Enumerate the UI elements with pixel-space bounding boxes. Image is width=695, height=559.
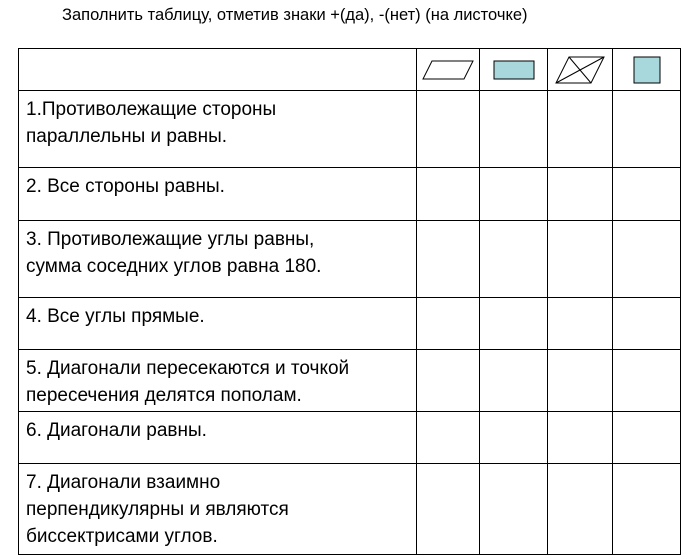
parallelogram-icon [422, 60, 474, 80]
answer-cell-rhombus[interactable] [548, 91, 613, 168]
property-cell [19, 221, 417, 298]
answer-cell-parallelogram[interactable] [417, 221, 480, 298]
answer-cell-square[interactable] [613, 168, 681, 221]
answer-cell-square[interactable] [613, 221, 681, 298]
table-row [19, 412, 681, 464]
answer-cell-parallelogram[interactable] [417, 350, 480, 412]
header-empty-cell [19, 49, 417, 91]
answer-cell-rectangle[interactable] [480, 221, 548, 298]
property-cell [19, 168, 417, 221]
property-text: 7. Диагонали взаимно перпендикулярны и являются биссектрисами углов. [26, 472, 289, 547]
header-square-cell [613, 49, 681, 91]
header-rhombus-cell [548, 49, 613, 91]
answer-cell-rhombus[interactable] [548, 412, 613, 464]
property-cell [19, 350, 417, 412]
answer-cell-parallelogram[interactable] [417, 168, 480, 221]
answer-cell-rectangle[interactable] [480, 91, 548, 168]
rectangle-icon [493, 60, 535, 80]
property-text: 1.Противолежащие стороны параллельны и равны. [26, 99, 277, 147]
table-row [19, 168, 681, 221]
answer-cell-parallelogram[interactable] [417, 91, 480, 168]
property-cell [19, 91, 417, 168]
properties-table [18, 48, 681, 555]
table-row [19, 298, 681, 350]
property-cell [19, 464, 417, 555]
answer-cell-square[interactable] [613, 412, 681, 464]
property-cell [19, 298, 417, 350]
answer-cell-rectangle[interactable] [480, 464, 548, 555]
answer-cell-parallelogram[interactable] [417, 412, 480, 464]
property-text: 3. Противолежащие углы равны, сумма соседних углов равна 180. [26, 229, 322, 277]
answer-cell-rectangle[interactable] [480, 168, 548, 221]
answer-cell-rectangle[interactable] [480, 298, 548, 350]
answer-cell-square[interactable] [613, 464, 681, 555]
answer-cell-rhombus[interactable] [548, 298, 613, 350]
answer-cell-square[interactable] [613, 350, 681, 412]
table-row [19, 221, 681, 298]
table-row [19, 350, 681, 412]
answer-cell-rhombus[interactable] [548, 168, 613, 221]
answer-cell-rhombus[interactable] [548, 221, 613, 298]
answer-cell-parallelogram[interactable] [417, 464, 480, 555]
table-row [19, 464, 681, 555]
property-text: 6. Диагонали равны. [26, 420, 207, 441]
answer-cell-square[interactable] [613, 91, 681, 168]
answer-cell-rectangle[interactable] [480, 350, 548, 412]
property-cell [19, 412, 417, 464]
answer-cell-rectangle[interactable] [480, 412, 548, 464]
property-text: 5. Диагонали пересекаются и точкой пересечения делятся пополам. [26, 358, 350, 406]
answer-cell-parallelogram[interactable] [417, 298, 480, 350]
table-header-row [19, 49, 681, 91]
answer-cell-rhombus[interactable] [548, 464, 613, 555]
answer-cell-rhombus[interactable] [548, 350, 613, 412]
table-row [19, 91, 681, 168]
property-text: 4. Все углы прямые. [26, 306, 205, 327]
header-parallelogram-cell [417, 49, 480, 91]
property-text: 2. Все стороны равны. [26, 176, 225, 197]
rhombus-with-diagonals-icon [555, 56, 605, 84]
square-icon [633, 56, 661, 84]
header-rectangle-cell [480, 49, 548, 91]
task-instruction: Заполнить таблицу, отметив знаки +(да), -(нет) (на листочке) [62, 6, 528, 24]
answer-cell-square[interactable] [613, 298, 681, 350]
